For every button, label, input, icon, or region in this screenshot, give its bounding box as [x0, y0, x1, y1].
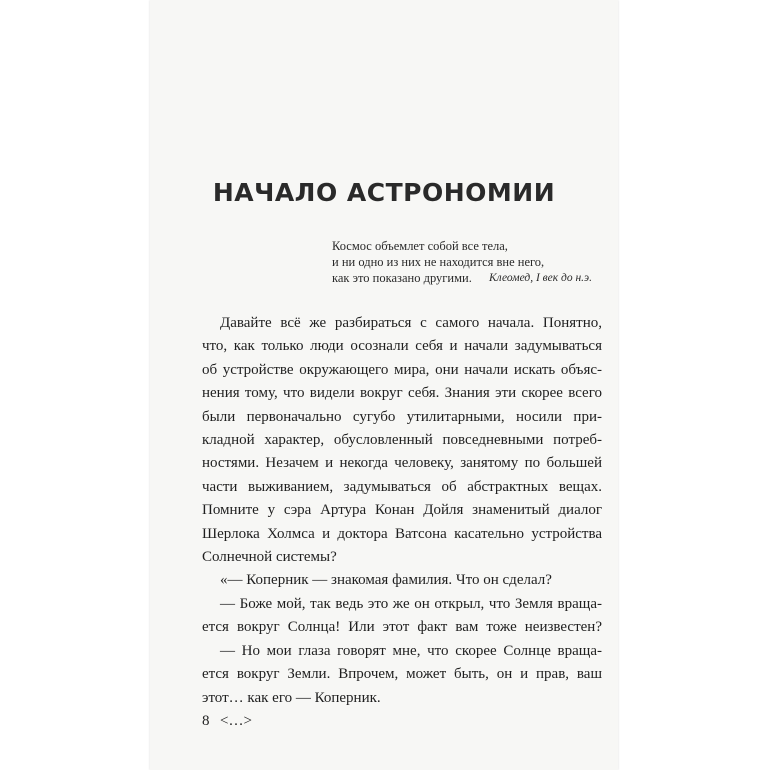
body-text	[202, 312, 602, 733]
text-line: об устройстве окружающего мира, они начали искать объяс-	[202, 361, 602, 378]
text-line: кладной характер, обусловленный повседневными потреб-	[202, 432, 602, 449]
epigraph-line: как это показано другими.	[332, 271, 472, 285]
text-line: «— Коперник — знакомая фамилия. Что он сделал?	[220, 572, 552, 589]
text-line: — Боже мой, так ведь это же он открыл, что Земля враща-	[220, 595, 602, 612]
text-line: <…>	[220, 712, 252, 729]
text-line: Помните у сэра Артура Конан Дойля знаменитый диалог	[202, 502, 602, 519]
text-line: ностями. Незачем и некогда человеку, занятому по большей	[202, 455, 602, 472]
epigraph-line: и ни одно из них не находится вне него,	[332, 255, 545, 269]
epigraph-attribution: Клеомед, I век до н.э.	[489, 272, 592, 284]
page-number: 8	[202, 713, 210, 729]
text-line: — Но мои глаза говорят мне, что скорее Солнце враща-	[220, 642, 602, 659]
text-line: Солнечной системы?	[202, 549, 337, 566]
text-line: ется вокруг Солнца! Или этот факт вам тоже неизвестен?	[202, 619, 602, 636]
text-line: ется вокруг Земли. Впрочем, может быть, он и прав, ваш	[202, 666, 602, 683]
book-page	[150, 0, 618, 770]
text-line: этот… как его — Коперник.	[202, 689, 381, 706]
text-line: что, как только люди осознали себя и начали задумываться	[202, 338, 602, 355]
text-line: Давайте всё же разбираться с самого начала. Понятно,	[220, 315, 602, 331]
text-line: нения тому, что видели вокруг себя. Знания эти скорее всего	[202, 385, 602, 402]
chapter-title: НАЧАЛО АСТРОНОМИИ	[212, 178, 556, 207]
text-line: части выживанием, задумываться об абстрактных вещах.	[202, 478, 602, 495]
text-line: были первоначально сугубо утилитарными, носили при-	[202, 408, 602, 425]
epigraph-line: Космос объемлет собой все тела,	[332, 239, 508, 253]
text-line: Шерлока Холмса и доктора Ватсона касательно устройства	[202, 525, 602, 542]
